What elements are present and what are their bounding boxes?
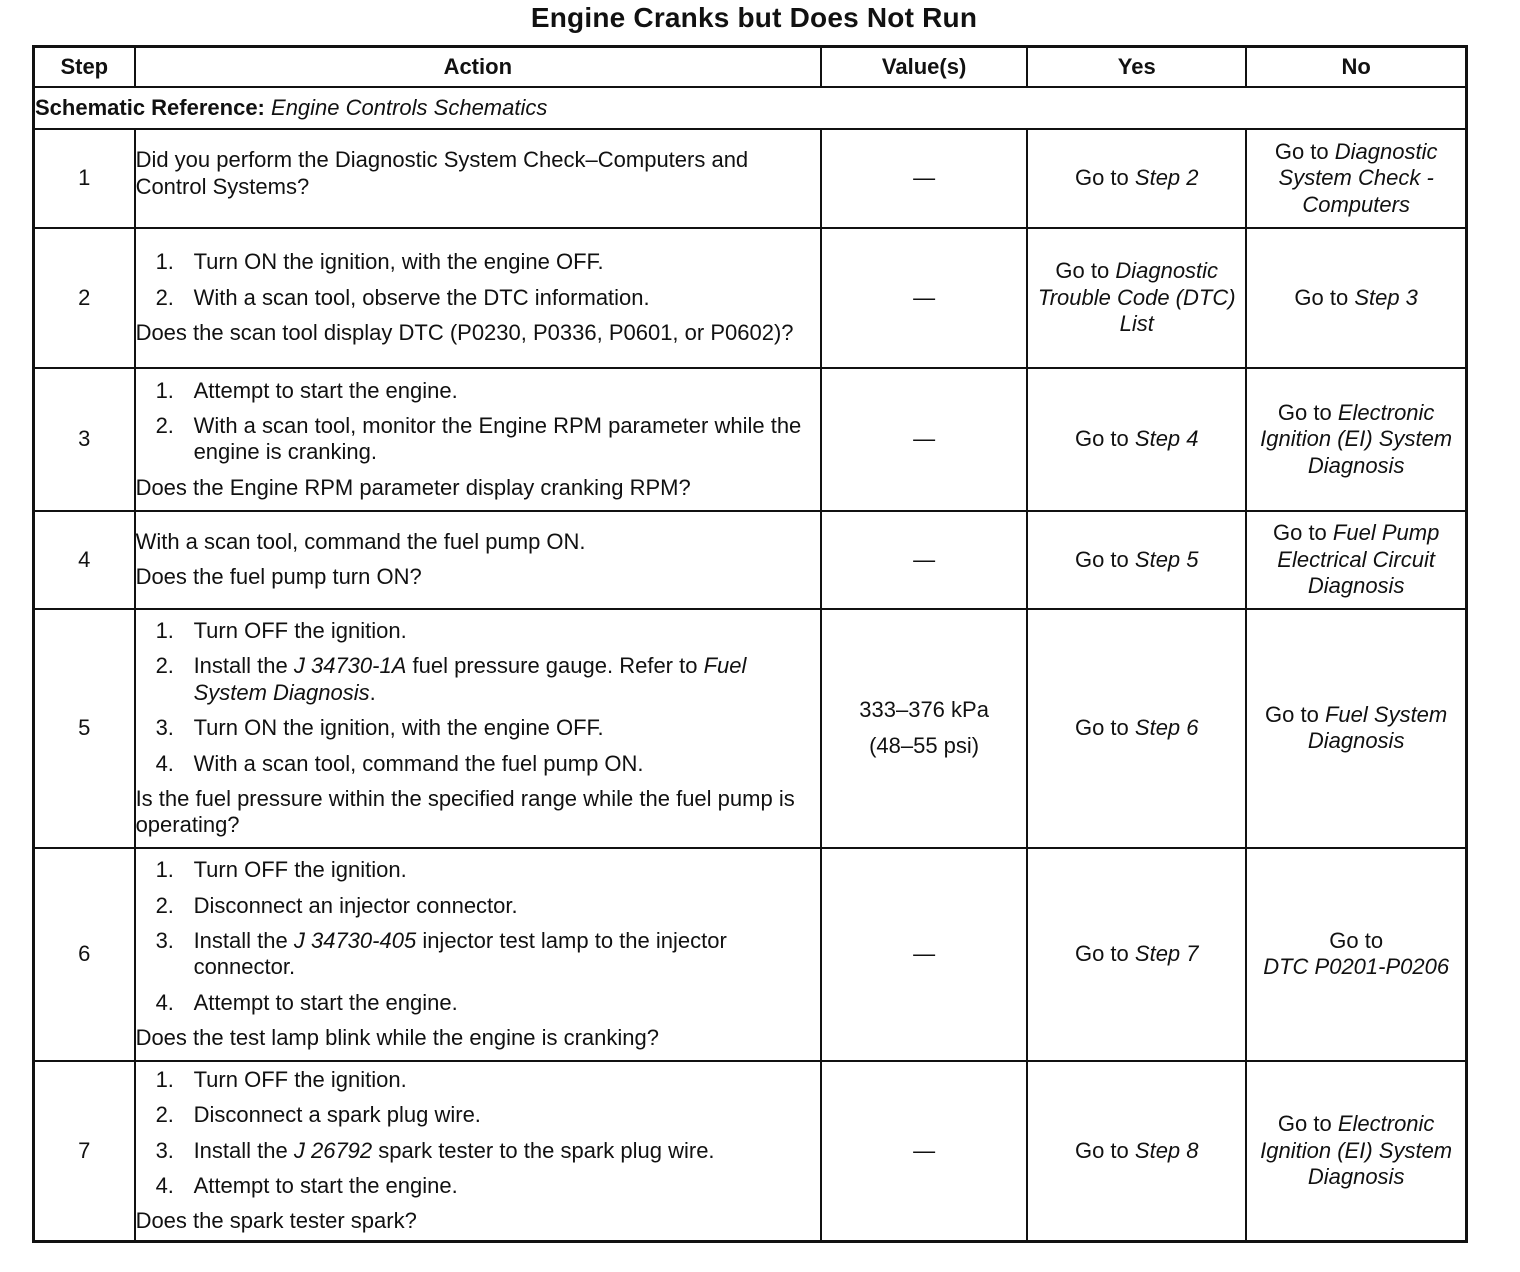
action-step: 1. Attempt to start the engine. [155,377,458,403]
yes-cell [1027,609,1246,848]
yes-cell [1027,228,1246,369]
no-prefix: Go to [1265,702,1319,728]
header-step: Step [34,47,135,88]
table-row [34,609,1467,848]
schematic-link[interactable]: Engine Controls Schematics [271,94,548,120]
action-step: 2. With a scan tool, monitor the Engine RPM parameter while the engine is cranking. [155,412,802,465]
action-step: 2. Install the J 34730-1A fuel pressure gauge. Refer to Fuel System Diagnosis. [155,653,747,705]
action-cell [135,368,821,511]
step-number: 3 [34,368,135,511]
tool-name: J 34730-1A [293,653,407,679]
action-steps [136,857,820,1016]
action-cell [135,848,821,1061]
action-steps [136,378,820,466]
yes-prefix: Go to [1074,941,1129,967]
no-cell [1246,609,1466,848]
no-cell [1246,1061,1466,1242]
no-link[interactable]: DTC P0201-P0206 [1263,954,1450,980]
no-prefix: Go to [1277,399,1332,425]
action-step: 1. Turn OFF the ignition. [155,857,407,883]
yes-cell [1027,129,1246,227]
no-link[interactable]: Electronic Ignition (EI) System Diagnosis [1260,399,1453,478]
yes-prefix: Go to [1074,715,1129,741]
value-psi: (48–55 psi) [869,733,980,759]
yes-link[interactable]: Diagnostic Trouble Code (DTC) List [1037,258,1236,336]
action-step: 1. Turn OFF the ignition. [155,618,407,644]
yes-cell [1027,511,1246,609]
no-cell [1246,129,1466,227]
action-question: Does the scan tool display DTC (P0230, P0336, P0601, or P0602)? [135,320,794,345]
step-number: 4 [34,511,135,609]
step-number: 5 [34,609,135,848]
action-step: 4. With a scan tool, command the fuel pump ON. [155,750,644,776]
table-row [34,1061,1467,1242]
no-prefix: Go to [1329,927,1384,953]
action-question: Does the Engine RPM parameter display cranking RPM? [135,474,691,500]
table-row [34,228,1467,369]
action-step: 2. Disconnect a spark plug wire. [155,1102,481,1128]
action-step: 1. Turn OFF the ignition. [155,1066,407,1092]
action-step: 2. Disconnect an injector connector. [155,892,518,918]
value-cell: — [821,368,1027,511]
value-cell: — [821,228,1027,369]
action-instruction: With a scan tool, command the fuel pump ON. [135,528,586,554]
action-step: 4. Attempt to start the engine. [155,1173,458,1199]
no-link[interactable]: Step 3 [1354,284,1418,310]
header-row [34,47,1467,88]
tool-name: J 34730-405 [293,927,417,953]
value-cell [821,609,1027,848]
step-number: 2 [34,228,135,369]
no-link[interactable]: Fuel System Diagnosis [1307,702,1448,754]
no-link[interactable]: Electronic Ignition (EI) System Diagnosis [1260,1111,1453,1190]
header-action: Action [135,47,821,88]
diagnostic-table [32,45,1468,1243]
yes-link[interactable]: Step 6 [1134,715,1199,741]
header-yes: Yes [1027,47,1246,88]
tool-name: J 26792 [293,1137,373,1163]
no-cell [1246,848,1466,1061]
no-prefix: Go to [1274,138,1329,164]
yes-link[interactable]: Step 7 [1134,941,1199,967]
value-cell: — [821,129,1027,227]
yes-prefix: Go to [1074,546,1129,572]
action-steps [136,249,820,311]
schematic-label: Schematic Reference: [35,94,265,120]
action-cell [135,609,821,848]
step-number: 7 [34,1061,135,1242]
step-number: 1 [34,129,135,227]
value-cell: — [821,511,1027,609]
action-cell [135,511,821,609]
yes-link[interactable]: Step 4 [1134,426,1199,452]
no-prefix: Go to [1294,284,1349,310]
no-link[interactable]: Fuel Pump Electrical Circuit Diagnosis [1277,520,1440,598]
action-step: 3. Install the J 34730-405 injector test lamp to the injector connector. [155,927,727,980]
yes-prefix: Go to [1074,426,1129,452]
table-row [34,511,1467,609]
table-row [34,368,1467,511]
no-cell [1246,368,1466,511]
table-row [34,129,1467,227]
action-cell [135,129,821,227]
action-step: 3. Install the J 26792 spark tester to the spark plug wire. [155,1137,715,1163]
action-question: Is the fuel pressure within the specified range while the fuel pump is operating? [135,786,795,838]
header-values: Value(s) [821,47,1027,88]
yes-cell [1027,848,1246,1061]
yes-link[interactable]: Step 2 [1134,165,1199,191]
yes-cell [1027,1061,1246,1242]
table-row [34,848,1467,1061]
action-step: 2. With a scan tool, observe the DTC information. [155,284,650,310]
yes-prefix: Go to [1074,1137,1129,1163]
action-step: 4. Attempt to start the engine. [155,989,458,1015]
no-prefix: Go to [1277,1111,1332,1137]
header-no: No [1246,47,1466,88]
action-question: Did you perform the Diagnostic System Check–Computers and Control Systems? [135,147,749,199]
yes-prefix: Go to [1055,258,1110,284]
action-cell [135,1061,821,1242]
yes-link[interactable]: Step 5 [1134,546,1199,572]
yes-prefix: Go to [1074,165,1129,191]
value-cell: — [821,1061,1027,1242]
action-steps [136,1067,820,1200]
yes-link[interactable]: Step 8 [1134,1137,1199,1163]
yes-cell [1027,368,1246,511]
action-question: Does the fuel pump turn ON? [135,564,422,590]
schematic-row [34,87,1467,129]
action-question: Does the test lamp blink while the engine is cranking? [135,1025,659,1051]
step-number: 6 [34,848,135,1061]
action-step: 1. Turn ON the ignition, with the engine OFF. [155,249,604,275]
value-kpa: 333–376 kPa [859,697,989,723]
action-question: Does the spark tester spark? [135,1208,417,1234]
no-prefix: Go to [1272,520,1327,546]
no-cell [1246,511,1466,609]
action-steps [136,618,820,777]
action-step: 3. Turn ON the ignition, with the engine OFF. [155,715,604,741]
value-cell: — [821,848,1027,1061]
page-title: Engine Cranks but Does Not Run [530,2,978,33]
no-cell [1246,228,1466,369]
reference-link[interactable]: Fuel System Diagnosis [193,653,747,705]
no-link[interactable]: Diagnostic System Check - Computers [1278,138,1438,217]
action-cell [135,228,821,369]
schematic-reference [34,87,1467,129]
